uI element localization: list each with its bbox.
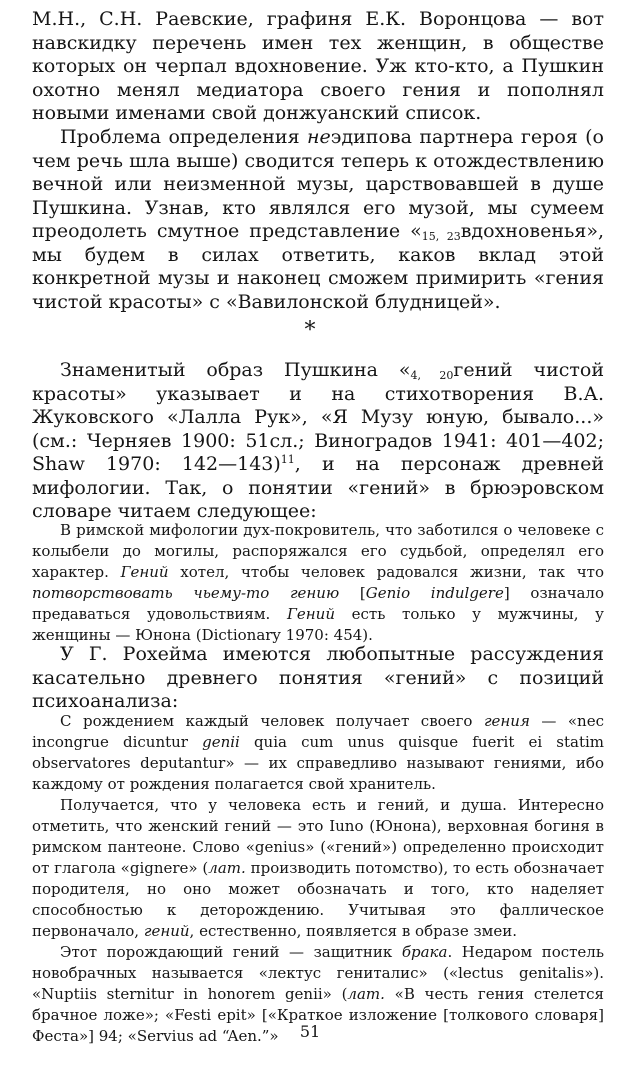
q2-run: С рождением каждый человек получает своего [60,712,484,730]
p3-run: гений чистой красоты» указывает и на стихотворения В.А. Жуковского «Лалла Рук», «Я Музу юную, бывало...» (см.: Черняев 1900: 51сл.; Виноградов 1941: 401—402; Shaw 1970: 142—143) [32,359,604,475]
p2-subscript-ref: 15, 23 [421,230,461,243]
p3-run: Знаменитый образ Пушкина « [60,359,411,381]
q3-italic: гений [143,922,190,940]
q3-run: Получается, что у человека есть и гений, и душа. Интересно отметить, что женский гений — это Iuno (Юнона), верховная богиня в римском пантеоне. Слово «genius» («гений») определенно происходит от глагола «gignere» ( [32,796,604,877]
q4-run: . Недаром постель новобрачных называется «лектус гениталис» («lectus genitalis»). «Nuptiis sternitur in honorem genii» ( [32,943,605,1003]
q1-italic: потворствовать чьему-то гению [32,584,340,602]
q1-run: ] означало предаваться удовольствиям. [32,584,604,623]
paragraph-4 [32,643,604,714]
quote-roheim [32,711,604,1047]
quote-roheim-para-1 [32,711,604,795]
quote-dictionary-text [32,520,604,646]
page-number: 51 [299,1022,321,1041]
q2-run: — «nec incongrue dicuntur [32,712,604,751]
p3-subscript-ref: 4, 20 [410,369,454,382]
paragraph-2 [32,126,604,314]
q1-run: [ [339,584,366,602]
p2-italic: не [307,126,331,148]
q4-italic: брака [401,943,448,961]
q2-run: quia cum unus quisque fuerit ei statim observatores deputantur» — их справедливо называют гениями, ибо каждому от рождения полагается свой хранитель. [32,733,605,793]
quote-dictionary [32,520,604,646]
paragraph-3-text [32,359,604,524]
section-separator: * [304,318,316,343]
quote-roheim-para-2 [32,795,604,942]
q2-italic: genii [202,733,240,751]
p2-run: эдипова партнера героя (о чем речь шла выше) сводится теперь к отождествлению вечной или неизменной музы, царствовавшей в душе Пушкина. Узнав, кто являлся его музой, мы сумеем преодолеть смутное представление « [32,126,604,242]
q3-run: , естественно, появляется в образе змеи. [189,922,517,940]
paragraph-3 [32,359,604,524]
q4-run: «В честь гения стелется брачное ложе»; «Festi epit» [«Краткое изложение [толкового словаря] Феста»] 94; «Servius ad “Aen.”» [32,985,604,1045]
q2-italic: гения [483,712,530,730]
q1-run: хотел, чтобы человек радовался жизни, так что [168,563,604,581]
paragraph-4-text: У Г. Рохейма имеются любопытные рассуждения касательно древнего понятия «гений» с позиций психоанализа: [32,643,604,712]
q1-italic: Genio indulgere [365,584,504,602]
q1-run: есть только у мужчины, у женщины — Юнона (Dictionary 1970: 454). [32,605,604,644]
footnote-marker: 11 [280,453,295,466]
paragraph-1 [32,8,604,126]
q4-run: Этот порождающий гений — защитник [60,943,402,961]
q4-italic: лат. [347,985,385,1003]
q3-italic: лат. [208,859,246,877]
paragraph-2-text [32,126,604,314]
q1-italic: Гений [120,563,169,581]
paragraph-1-text: М.Н., С.Н. Раевские, графиня Е.К. Воронцова — вот навскидку перечень имен тех женщин, в обществе которых он черпал вдохновение. Уж кто-кто, а Пушкин охотно менял медиатора своего гения и пополнял новыми именами свой донжуанский список. [32,8,604,124]
q1-run: В римской мифологии дух-покровитель, что заботился о человеке с колыбели до могилы, распоряжался его судьбой, определял его характер. [32,521,604,581]
q1-italic: Гений [286,605,335,623]
q3-run: производить потомство), то есть обозначает породителя, но оно может обозначать и того, кто наделяет способностью к деторождению. Учитывая это фаллическое первоначало, [32,859,604,940]
p2-run: вдохновенья», мы будем в силах ответить, каков вклад этой конкретной музы и наконец сможем примирить «гения чистой красоты» с «Вавилонской блудницей». [32,220,604,313]
p2-run: Проблема определения [60,126,308,148]
p3-run: , и на персонаж древней мифологии. Так, о понятии «гений» в брюэровском словаре читаем следующее: [32,453,604,522]
